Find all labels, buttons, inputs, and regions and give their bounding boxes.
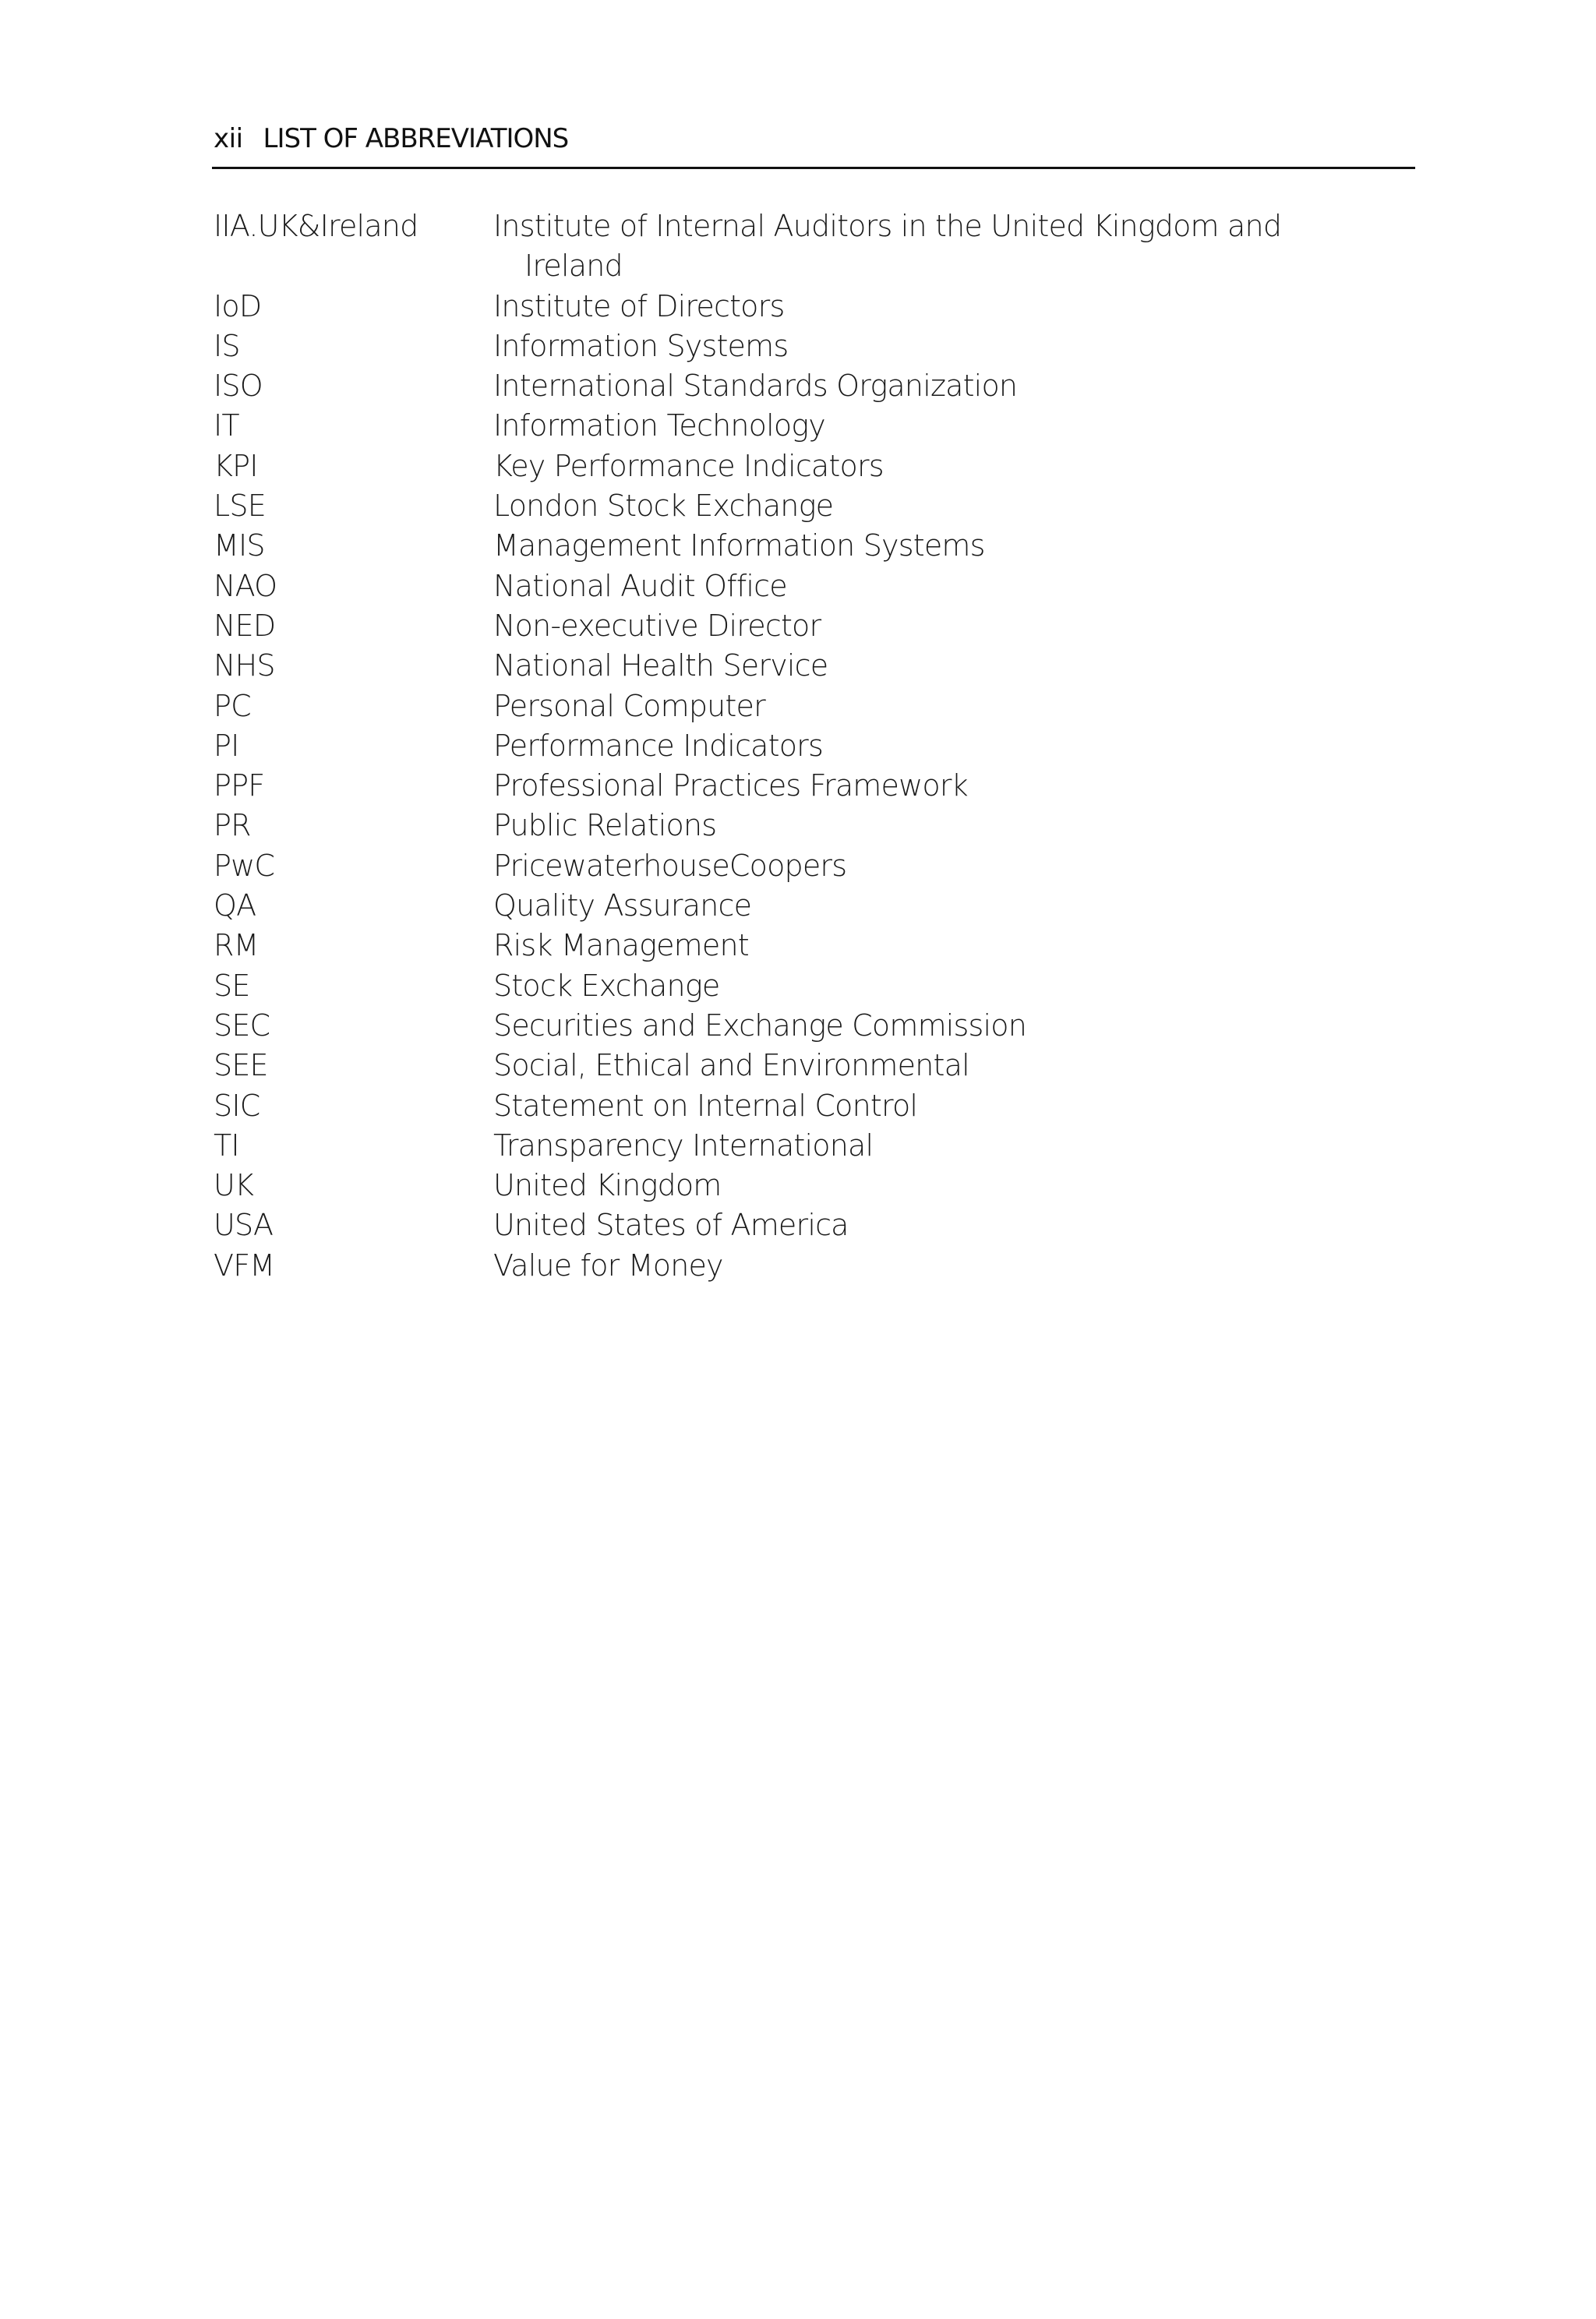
- abbreviation-definition: [493, 886, 1415, 926]
- abbreviation-term: IS: [214, 328, 240, 363]
- abbreviation-row: [214, 606, 1415, 646]
- abbreviation-definition: [493, 1006, 1415, 1046]
- abbreviation-definition: [493, 1086, 1415, 1126]
- section-title: LIST OF ABBREVIATIONS: [263, 123, 569, 154]
- abbreviation-row: [214, 326, 1415, 366]
- abbreviation-term: PR: [214, 808, 251, 843]
- abbreviation-row: [214, 1086, 1415, 1126]
- abbreviation-term: VFM: [214, 1248, 275, 1283]
- abbreviation-definition: [493, 766, 1415, 806]
- abbreviation-row: [214, 726, 1415, 766]
- abbreviation-definition: [493, 486, 1415, 526]
- abbreviation-row: [214, 1246, 1415, 1286]
- abbreviation-definition: [493, 1205, 1415, 1245]
- abbreviation-row: [214, 526, 1415, 566]
- abbreviation-definition: [493, 646, 1415, 686]
- abbreviation-definition: [493, 1046, 1415, 1085]
- abbreviation-definition: [493, 687, 1415, 726]
- abbreviation-definition: [493, 406, 1415, 446]
- abbreviation-row: [214, 1166, 1415, 1205]
- abbreviation-definition: [493, 1166, 1415, 1205]
- abbreviation-row: [214, 1006, 1415, 1046]
- abbreviation-row: [214, 406, 1415, 446]
- running-head: [214, 120, 1415, 157]
- definition-text: Stock Exchange: [493, 968, 720, 1003]
- abbreviation-term: TI: [214, 1128, 239, 1163]
- abbreviation-row: [214, 966, 1415, 1006]
- abbreviation-term: LSE: [214, 489, 266, 524]
- abbreviation-row: [214, 567, 1415, 606]
- definition-text: Information Technology: [493, 408, 825, 443]
- definition-text: Transparency International: [493, 1128, 874, 1163]
- abbreviation-term: PwC: [214, 848, 275, 883]
- abbreviation-definition: [493, 206, 1415, 287]
- definition-text: National Audit Office: [493, 568, 787, 603]
- abbreviation-definition: [493, 846, 1415, 886]
- abbreviation-term: KPI: [214, 448, 258, 483]
- abbreviation-definition: [493, 966, 1415, 1006]
- abbreviation-definition: [493, 926, 1415, 965]
- abbreviation-definition: [493, 567, 1415, 606]
- definition-text: Statement on Internal Control: [493, 1088, 918, 1123]
- definition-text: PricewaterhouseCoopers: [493, 848, 847, 883]
- abbreviation-row: [214, 687, 1415, 726]
- definition-text: Non-executive Director: [493, 608, 821, 643]
- abbreviation-term: IoD: [214, 288, 262, 323]
- abbreviation-definition: [493, 287, 1415, 326]
- abbreviation-row: [214, 1205, 1415, 1245]
- abbreviation-term: NHS: [214, 648, 275, 683]
- abbreviation-row: [214, 1126, 1415, 1166]
- definition-text: Institute of Directors: [493, 288, 785, 323]
- definition-text: Value for Money: [493, 1248, 723, 1283]
- abbreviation-row: [214, 846, 1415, 886]
- abbreviation-term: USA: [214, 1208, 274, 1243]
- definition-text: International Standards Organization: [493, 369, 1018, 404]
- abbreviation-term: NED: [214, 608, 276, 643]
- abbreviation-term: ISO: [214, 369, 263, 404]
- abbreviation-definition: [493, 326, 1415, 366]
- definition-text: London Stock Exchange: [493, 489, 834, 524]
- page-number: xii: [214, 123, 243, 154]
- abbreviation-definition: [493, 1246, 1415, 1286]
- abbreviation-term: PC: [214, 688, 251, 723]
- abbreviation-term: QA: [214, 888, 256, 923]
- definition-text: Personal Computer: [493, 688, 765, 723]
- definition-text: Information Systems: [493, 328, 789, 363]
- abbreviation-term: MIS: [214, 528, 265, 563]
- abbreviation-row: [214, 886, 1415, 926]
- abbreviation-definition: [493, 806, 1415, 845]
- definition-text: National Health Service: [493, 648, 828, 683]
- abbreviation-term: RM: [214, 928, 259, 963]
- definition-text: United States of America: [493, 1208, 849, 1243]
- definition-text: Professional Practices Framework: [493, 768, 968, 803]
- abbreviation-term: PPF: [214, 768, 265, 803]
- abbreviation-row: [214, 366, 1415, 406]
- abbreviation-row: [214, 806, 1415, 845]
- abbreviation-row: [214, 287, 1415, 326]
- header-rule: [212, 167, 1415, 169]
- abbreviation-definition: [493, 726, 1415, 766]
- abbreviation-definition: [493, 526, 1415, 566]
- definition-text: Institute of Internal Auditors in the United Kingdom and: [493, 209, 1282, 243]
- definition-text: Public Relations: [493, 808, 717, 843]
- abbreviation-definition: [493, 366, 1415, 406]
- abbreviation-row: [214, 926, 1415, 965]
- definition-text: Performance Indicators: [493, 728, 823, 763]
- abbreviation-row: [214, 1046, 1415, 1085]
- definition-text: Key Performance Indicators: [493, 448, 884, 483]
- definition-text: Risk Management: [493, 928, 749, 963]
- abbreviation-term: SEC: [214, 1008, 270, 1043]
- abbreviation-definition: [493, 1126, 1415, 1166]
- abbreviation-term: SEE: [214, 1048, 268, 1083]
- definition-text: United Kingdom: [493, 1168, 722, 1203]
- definition-text: Quality Assurance: [493, 888, 752, 923]
- definition-text: Securities and Exchange Commission: [493, 1008, 1027, 1043]
- abbreviation-term: PI: [214, 728, 239, 763]
- abbreviation-row: [214, 447, 1415, 486]
- definition-text: Social, Ethical and Environmental: [493, 1048, 969, 1083]
- abbreviation-definition: [493, 447, 1415, 486]
- abbreviation-term: IT: [214, 408, 239, 443]
- abbreviation-list: [214, 206, 1415, 1286]
- abbreviation-term: UK: [214, 1168, 254, 1203]
- abbreviation-term: IIA.UK&Ireland: [214, 209, 418, 243]
- definition-text: Management Information Systems: [493, 528, 985, 563]
- abbreviation-term: SE: [214, 968, 250, 1003]
- abbreviation-definition: [493, 606, 1415, 646]
- abbreviation-row: [214, 486, 1415, 526]
- abbreviation-row: [214, 646, 1415, 686]
- abbreviation-term: NAO: [214, 568, 277, 603]
- abbreviation-row: [214, 766, 1415, 806]
- definition-continuation: Ireland: [524, 249, 623, 284]
- abbreviation-term: SIC: [214, 1088, 260, 1123]
- abbreviation-row: [214, 206, 1415, 287]
